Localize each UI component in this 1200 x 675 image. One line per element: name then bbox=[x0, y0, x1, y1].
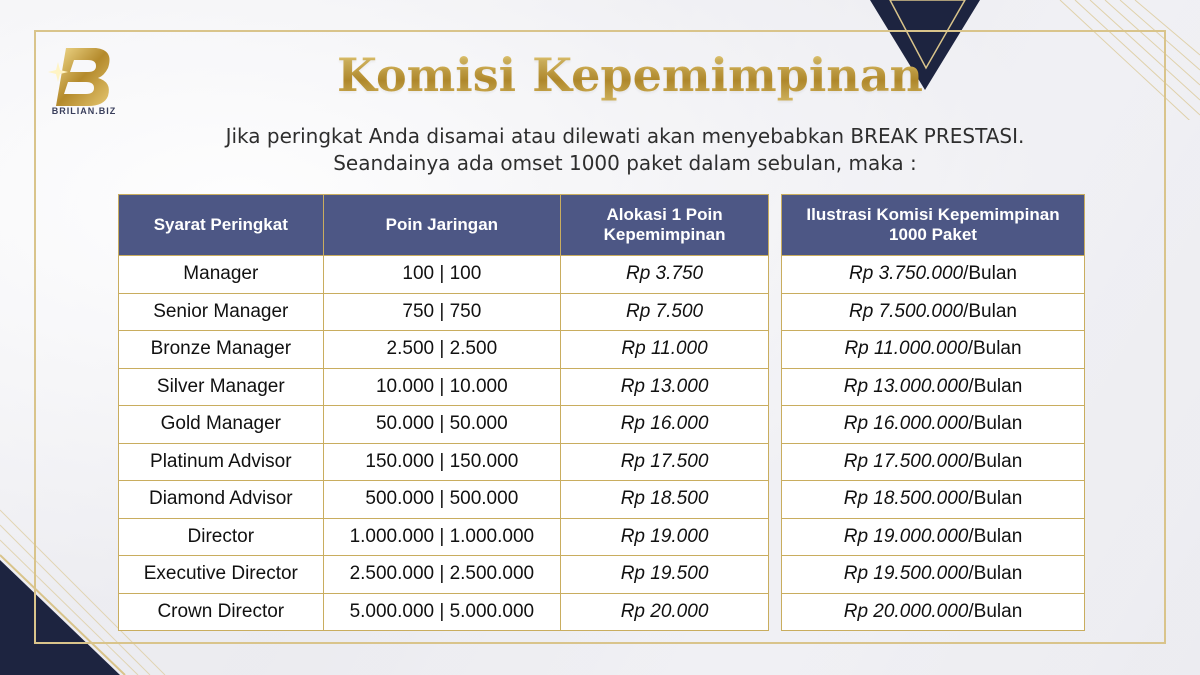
allocation-cell: Rp 18.500 bbox=[561, 481, 769, 519]
commission-period: /Bulan bbox=[968, 413, 1023, 435]
commission-period: /Bulan bbox=[968, 525, 1023, 547]
commission-amount: Rp 19.000.000 bbox=[843, 525, 969, 547]
network-points-cell: 750 | 750 bbox=[323, 293, 561, 331]
table-row bbox=[782, 593, 1085, 631]
header-rank-requirement: Syarat Peringkat bbox=[119, 195, 324, 256]
commission-period: /Bulan bbox=[968, 563, 1023, 585]
table-row bbox=[782, 293, 1085, 331]
commission-cell bbox=[782, 406, 1085, 444]
commission-amount: Rp 7.500.000 bbox=[849, 300, 964, 322]
table-row bbox=[782, 331, 1085, 369]
commission-period: /Bulan bbox=[967, 338, 1022, 360]
rank-cell: Silver Manager bbox=[119, 368, 324, 406]
commission-period: /Bulan bbox=[968, 375, 1023, 397]
commission-amount: Rp 20.000.000 bbox=[843, 600, 969, 622]
rank-requirements-table bbox=[118, 194, 769, 631]
logo-text: BRILIAN.BIZ bbox=[51, 106, 117, 116]
rank-cell: Gold Manager bbox=[119, 406, 324, 444]
commission-illustration-table bbox=[781, 194, 1085, 631]
table-row bbox=[782, 481, 1085, 519]
network-points-cell: 50.000 | 50.000 bbox=[323, 406, 561, 444]
commission-period: /Bulan bbox=[963, 300, 1017, 322]
commission-cell bbox=[782, 331, 1085, 369]
commission-period: /Bulan bbox=[968, 488, 1023, 510]
table-row bbox=[782, 556, 1085, 594]
table-row bbox=[119, 481, 769, 519]
table-row bbox=[119, 443, 769, 481]
allocation-cell: Rp 20.000 bbox=[561, 593, 769, 631]
table-header-row bbox=[119, 195, 769, 256]
network-points-cell: 5.000.000 | 5.000.000 bbox=[323, 593, 561, 631]
allocation-cell: Rp 3.750 bbox=[561, 256, 769, 294]
table-row bbox=[782, 443, 1085, 481]
allocation-cell: Rp 19.500 bbox=[561, 556, 769, 594]
rank-cell: Manager bbox=[119, 256, 324, 294]
commission-cell bbox=[782, 481, 1085, 519]
rank-cell: Crown Director bbox=[119, 593, 324, 631]
commission-period: /Bulan bbox=[968, 450, 1023, 472]
commission-amount: Rp 17.500.000 bbox=[843, 450, 969, 472]
table-row bbox=[119, 593, 769, 631]
commission-amount: Rp 19.500.000 bbox=[843, 563, 969, 585]
header-point-allocation: Alokasi 1 Poin Kepemimpinan bbox=[561, 195, 769, 256]
commission-amount: Rp 3.750.000 bbox=[849, 263, 964, 285]
commission-amount: Rp 13.000.000 bbox=[843, 375, 969, 397]
rank-cell: Executive Director bbox=[119, 556, 324, 594]
commission-cell bbox=[782, 256, 1085, 294]
rank-cell: Bronze Manager bbox=[119, 331, 324, 369]
commission-cell bbox=[782, 518, 1085, 556]
network-points-cell: 2.500 | 2.500 bbox=[323, 331, 561, 369]
header-network-points: Poin Jaringan bbox=[323, 195, 561, 256]
allocation-cell: Rp 11.000 bbox=[561, 331, 769, 369]
commission-cell bbox=[782, 556, 1085, 594]
commission-amount: Rp 11.000.000 bbox=[844, 338, 968, 360]
table-row bbox=[119, 406, 769, 444]
page-title: Komisi Kepemimpinan bbox=[0, 48, 1200, 102]
subtitle-line-2: Seandainya ada omset 1000 paket dalam sebulan, maka : bbox=[333, 151, 917, 175]
table-row bbox=[782, 256, 1085, 294]
allocation-cell: Rp 13.000 bbox=[561, 368, 769, 406]
commission-cell bbox=[782, 593, 1085, 631]
network-points-cell: 150.000 | 150.000 bbox=[323, 443, 561, 481]
table-row bbox=[119, 293, 769, 331]
header-commission-illustration: Ilustrasi Komisi Kepemimpinan 1000 Paket bbox=[782, 195, 1085, 256]
network-points-cell: 1.000.000 | 1.000.000 bbox=[323, 518, 561, 556]
allocation-cell: Rp 16.000 bbox=[561, 406, 769, 444]
commission-period: /Bulan bbox=[968, 600, 1023, 622]
rank-cell: Senior Manager bbox=[119, 293, 324, 331]
rank-cell: Director bbox=[119, 518, 324, 556]
table-row bbox=[782, 368, 1085, 406]
table-row bbox=[119, 518, 769, 556]
table-row bbox=[119, 331, 769, 369]
network-points-cell: 100 | 100 bbox=[323, 256, 561, 294]
allocation-cell: Rp 19.000 bbox=[561, 518, 769, 556]
commission-period: /Bulan bbox=[963, 263, 1017, 285]
commission-amount: Rp 16.000.000 bbox=[843, 413, 969, 435]
commission-amount: Rp 18.500.000 bbox=[843, 488, 969, 510]
table-row bbox=[119, 256, 769, 294]
network-points-cell: 500.000 | 500.000 bbox=[323, 481, 561, 519]
allocation-cell: Rp 17.500 bbox=[561, 443, 769, 481]
table-row bbox=[782, 518, 1085, 556]
commission-cell bbox=[782, 293, 1085, 331]
rank-cell: Diamond Advisor bbox=[119, 481, 324, 519]
table-row bbox=[119, 368, 769, 406]
table-header-row bbox=[782, 195, 1085, 256]
commission-cell bbox=[782, 368, 1085, 406]
commission-cell bbox=[782, 443, 1085, 481]
table-row bbox=[782, 406, 1085, 444]
table-row bbox=[119, 556, 769, 594]
rank-cell: Platinum Advisor bbox=[119, 443, 324, 481]
network-points-cell: 2.500.000 | 2.500.000 bbox=[323, 556, 561, 594]
network-points-cell: 10.000 | 10.000 bbox=[323, 368, 561, 406]
allocation-cell: Rp 7.500 bbox=[561, 293, 769, 331]
subtitle-line-1: Jika peringkat Anda disamai atau dilewati akan menyebabkan BREAK PRESTASI. bbox=[225, 124, 1025, 148]
